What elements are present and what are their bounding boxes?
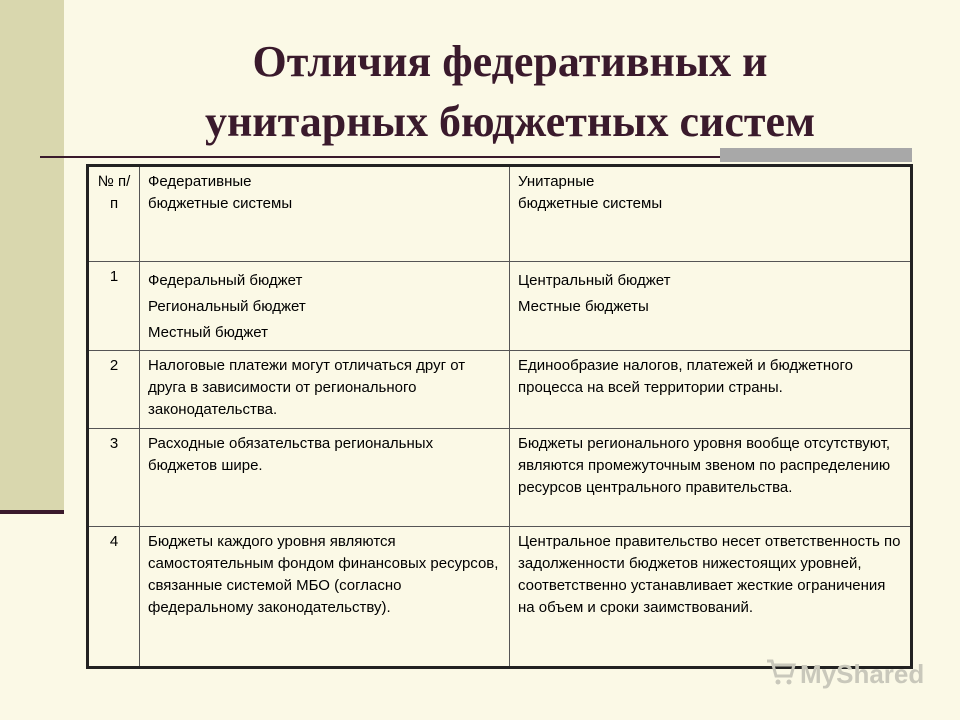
table-header-row: [88, 166, 912, 262]
title-line-1: Отличия федеративных и: [252, 37, 768, 86]
header-unitary-line1: Унитарные: [518, 173, 595, 190]
row-federal-cell: Расходные обязательства региональных бюджетов шире.: [140, 429, 510, 527]
watermark: [766, 656, 924, 692]
comparison-table: [86, 164, 913, 669]
cart-icon: [766, 658, 796, 695]
header-unitary: [510, 166, 912, 262]
title-accent-bar: [720, 148, 912, 162]
side-decor-band: [0, 0, 64, 512]
row-number: 3: [88, 429, 140, 527]
row-number: 4: [88, 527, 140, 668]
row-federal-cell: [140, 262, 510, 351]
header-num: № п/п: [88, 166, 140, 262]
row-federal-cell: Бюджеты каждого уровня являются самостоятельным фондом финансовых ресурсов, связанные системой МБО (согласно федеральному законодательству).: [140, 527, 510, 668]
title-line-2: унитарных бюджетных систем: [204, 97, 816, 146]
row-number: 2: [88, 351, 140, 429]
slide-title: [110, 32, 910, 152]
row-unitary-cell: Центральное правительство несет ответственность по задолженности бюджетов нижестоящих уровней, соответственно устанавливает жесткие ограничения на объем и сроки заимствований.: [510, 527, 912, 668]
header-unitary-line2: бюджетные системы: [518, 195, 663, 212]
row-number: 1: [88, 262, 140, 351]
header-federal-line1: Федеративные: [148, 173, 252, 190]
row-unitary-cell: Бюджеты регионального уровня вообще отсутствуют, являются промежуточным звеном по распределению ресурсов центрального правительства.: [510, 429, 912, 527]
row-unitary-cell: [510, 262, 912, 351]
header-federal: [140, 166, 510, 262]
row-federal-cell: Налоговые платежи могут отличаться друг от друга в зависимости от регионального законодательства.: [140, 351, 510, 429]
title-underline: [40, 156, 720, 158]
row-federal-line: Региональный бюджет: [148, 298, 306, 315]
row-federal-line: Федеральный бюджет: [148, 272, 303, 289]
row-unitary-line: Местные бюджеты: [518, 298, 649, 315]
row-unitary-cell: Единообразие налогов, платежей и бюджетного процесса на всей территории страны.: [510, 351, 912, 429]
header-federal-line2: бюджетные системы: [148, 195, 293, 212]
side-decor-rule: [0, 510, 64, 514]
table-row: [88, 351, 912, 429]
table-row: [88, 527, 912, 668]
table-row: [88, 429, 912, 527]
row-unitary-line: Центральный бюджет: [518, 272, 671, 289]
row-federal-line: Местный бюджет: [148, 324, 268, 341]
table-row: [88, 262, 912, 351]
watermark-text: MyShared: [800, 659, 925, 689]
